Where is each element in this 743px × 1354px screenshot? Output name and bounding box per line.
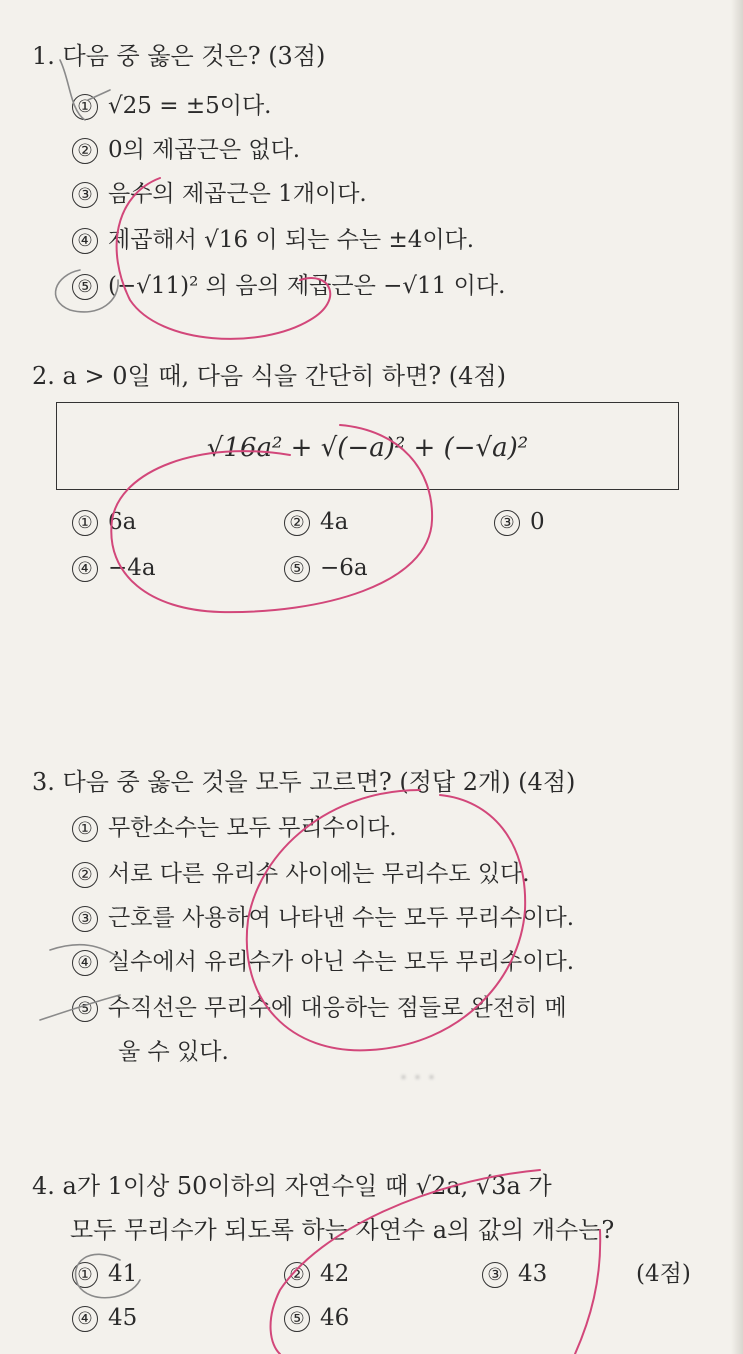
q1-option-3[interactable] <box>72 180 367 208</box>
option-text: (−√11)² 의 음의 제곱근은 −√11 이다. <box>108 273 506 299</box>
option-text: 0 <box>530 509 545 535</box>
option-number: ③ <box>72 182 98 208</box>
option-number: ③ <box>72 906 98 932</box>
option-text: 45 <box>108 1305 138 1331</box>
option-number: ④ <box>72 1306 98 1332</box>
option-number: ② <box>72 862 98 888</box>
option-text: 수직선은 무리수에 대응하는 점들로 완전히 메 <box>108 995 567 1021</box>
question-2: 2. a > 0일 때, 다음 식을 간단히 하면? (4점) <box>32 362 506 390</box>
q3-option-5-continued: 울 수 있다. <box>118 1039 229 1065</box>
question-4-line-2: 모두 무리수가 되도록 하는 자연수 a의 값의 개수는? <box>70 1216 615 1244</box>
q1-option-5[interactable] <box>72 272 505 300</box>
option-number: ② <box>284 510 310 536</box>
option-text: 서로 다른 유리수 사이에는 무리수도 있다. <box>108 861 530 887</box>
q1-option-1[interactable] <box>72 92 271 120</box>
pencil-scribble: · · · <box>400 1066 435 1091</box>
q4-option-3[interactable] <box>482 1260 547 1288</box>
option-number: ④ <box>72 228 98 254</box>
q1-option-2[interactable] <box>72 136 300 164</box>
option-number: ① <box>72 94 98 120</box>
option-text: 41 <box>108 1261 138 1287</box>
q3-option-2[interactable] <box>72 860 530 888</box>
q4-option-4[interactable] <box>72 1304 137 1332</box>
q3-option-5[interactable] <box>72 994 567 1022</box>
option-text: 46 <box>320 1305 350 1331</box>
option-number: ① <box>72 1262 98 1288</box>
q4-points: (4점) <box>636 1261 691 1287</box>
option-number: ④ <box>72 950 98 976</box>
q2-option-2[interactable] <box>284 508 348 536</box>
option-number: ③ <box>482 1262 508 1288</box>
option-text: 43 <box>518 1261 548 1287</box>
option-number: ⑤ <box>72 274 98 300</box>
q2-option-1[interactable] <box>72 508 136 536</box>
option-text: −6a <box>320 555 368 581</box>
question-4-line-1: 4. a가 1이상 50이하의 자연수일 때 √2a, √3a 가 <box>32 1172 552 1200</box>
q3-option-4[interactable] <box>72 948 574 976</box>
option-number: ② <box>72 138 98 164</box>
option-text: 42 <box>320 1261 350 1287</box>
q2-option-4[interactable] <box>72 554 156 582</box>
option-number: ① <box>72 816 98 842</box>
q1-option-4[interactable] <box>72 226 474 254</box>
expression: √16a² + √(−a)² + (−√a)² <box>206 433 529 463</box>
question-1: 1. 다음 중 옳은 것은? (3점) <box>32 42 326 70</box>
q3-option-3[interactable] <box>72 904 574 932</box>
option-text: −4a <box>108 555 156 581</box>
option-number: ① <box>72 510 98 536</box>
expression-box <box>56 402 679 490</box>
q4-option-2[interactable] <box>284 1260 349 1288</box>
question-3: 3. 다음 중 옳은 것을 모두 고르면? (정답 2개) (4점) <box>32 768 576 796</box>
option-text: 근호를 사용하여 나타낸 수는 모두 무리수이다. <box>108 905 575 931</box>
option-number: ④ <box>72 556 98 582</box>
option-text: √25 = ±5이다. <box>108 93 272 119</box>
q4-option-1[interactable] <box>72 1260 137 1288</box>
page-edge <box>731 0 743 1354</box>
option-number: ⑤ <box>284 556 310 582</box>
option-text: 6a <box>108 509 137 535</box>
option-text: 음수의 제곱근은 1개이다. <box>108 181 367 207</box>
option-number: ⑤ <box>72 996 98 1022</box>
option-number: ② <box>284 1262 310 1288</box>
q4-option-5[interactable] <box>284 1304 349 1332</box>
q2-option-3[interactable] <box>494 508 545 536</box>
option-number: ③ <box>494 510 520 536</box>
option-text: 4a <box>320 509 349 535</box>
q2-option-5[interactable] <box>284 554 368 582</box>
option-text: 실수에서 유리수가 아닌 수는 모두 무리수이다. <box>108 949 575 975</box>
q3-option-1[interactable] <box>72 814 397 842</box>
option-text: 무한소수는 모두 무리수이다. <box>108 815 397 841</box>
option-text: 0의 제곱근은 없다. <box>108 137 301 163</box>
option-number: ⑤ <box>284 1306 310 1332</box>
option-text: 제곱해서 √16 이 되는 수는 ±4이다. <box>108 227 475 253</box>
